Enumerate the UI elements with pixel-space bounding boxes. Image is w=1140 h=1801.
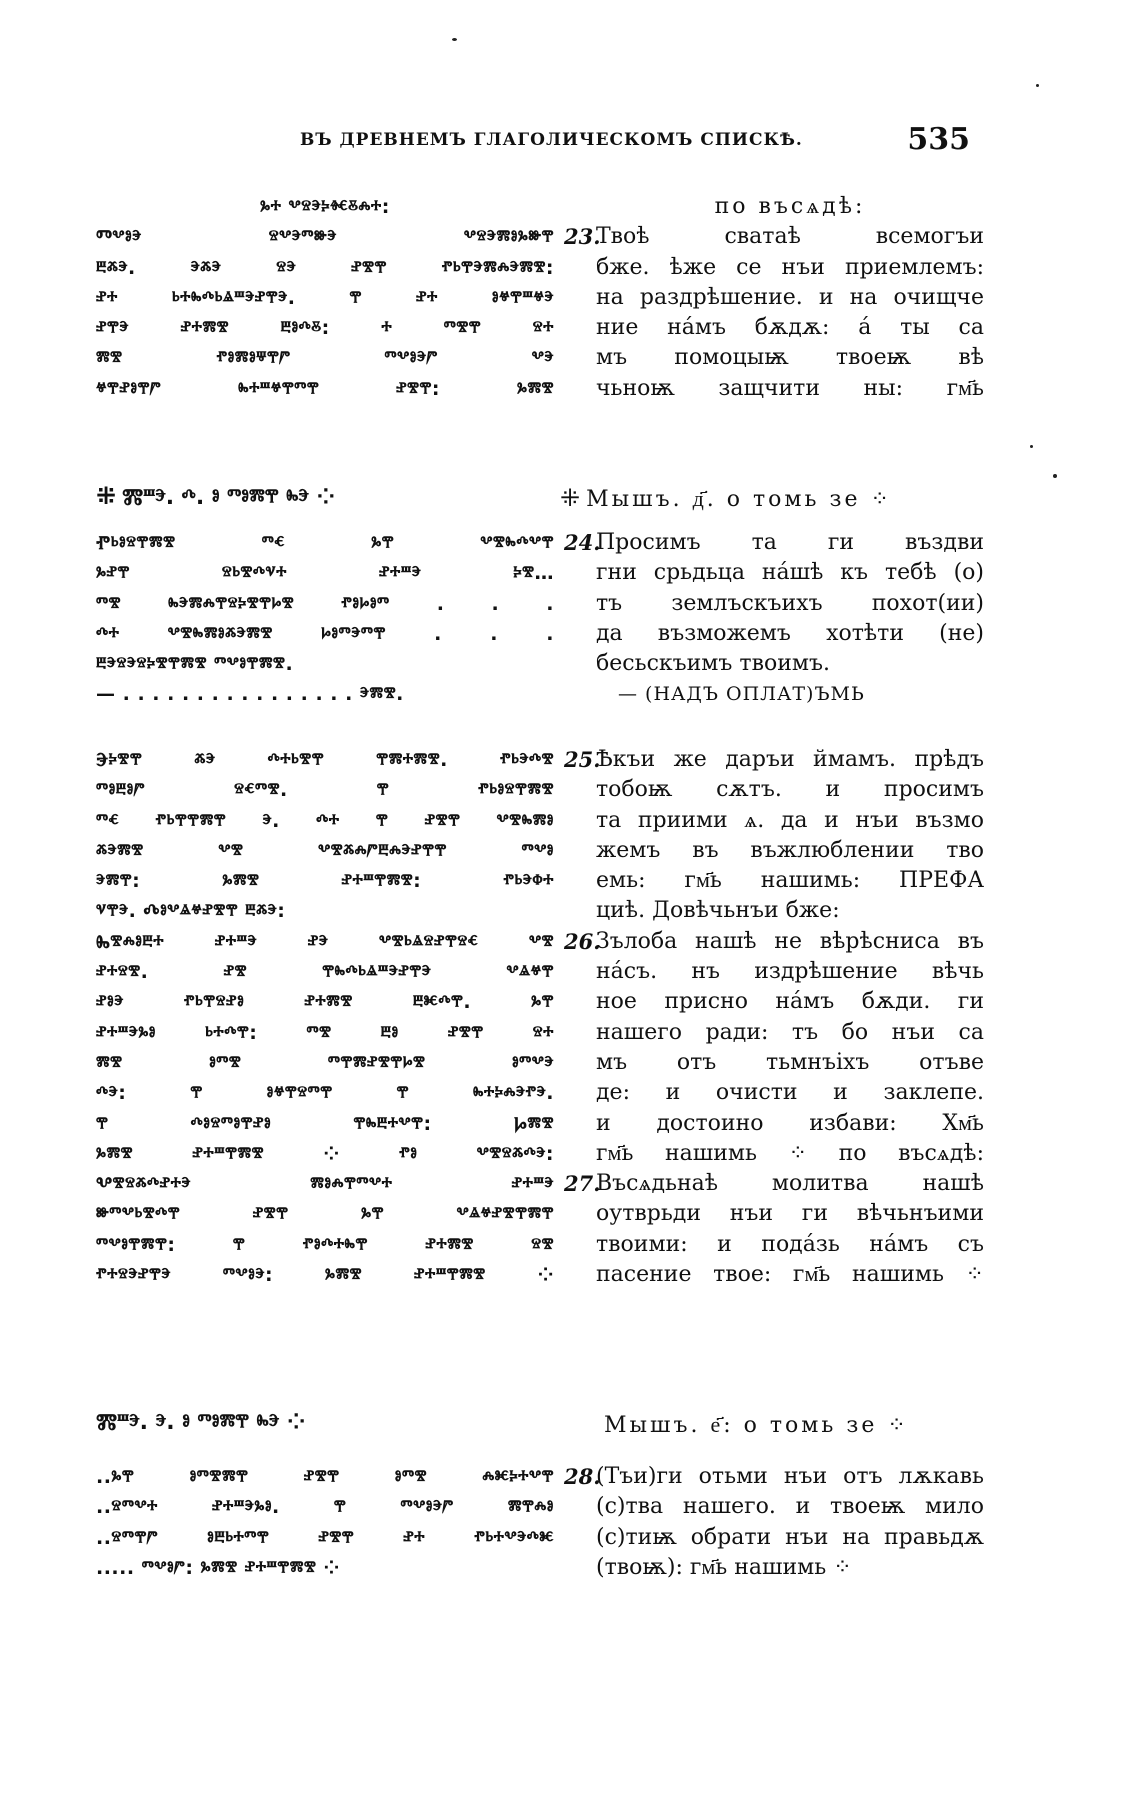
cyr-text: гни срьдьца нáшѣ къ тебѣ (о) <box>596 560 984 586</box>
cyr-text: (Тъи)ги отьми нъи отъ лѫкавь <box>596 1464 984 1489</box>
glag-line: ⰱⰶⰵ. ⰵⰶⰵ ⱄⰵ ⱀⰺⰹ ⱂⱃⰹⰵⰿⰾⰵⰿⰺ: <box>96 256 554 279</box>
cyr-line <box>564 679 984 709</box>
glag-line: ..ⱄⱅⰲⰰ ⱀⰰⱎⰵⰳⱁ. ⰹ ⱅⰲⱁⰵⱓ ⰿⰹⰾⱁ <box>96 1496 554 1519</box>
glag-line: ..ⱄⱅⰹⱓ ⱁⰱⱃⰰⱅⰹ ⱀⰺⰹ ⱀⰰ ⱂⱃⰰⰲⰵⰴⱘ <box>96 1526 554 1549</box>
speck-right-1 <box>1036 84 1039 87</box>
glag-line: ⱀⱁⰵ ⱂⱃⰹⱄⱀⱁ ⱀⰰⰿⰺ ⰱⱘⰴⰹ. ⰳⰹ <box>96 991 554 1014</box>
glagolitic-heading-2 <box>96 1410 305 1435</box>
glag-line: ⱅⰺ ⰸⰵⰿⰾⰹⱄⰽⰺⰹⱈⰺ ⱂⱁⱈⱁⱅ . . . <box>96 592 554 615</box>
cyr-text: Въсѧдьнаѣ молитва нашѣ <box>596 1171 984 1197</box>
glag-line: ⰿⰺ ⱁⱅⰺ ⱅⰹⰿⱀⰺⰹⱈⰺ ⱁⱅⰲⰵ <box>96 1051 554 1074</box>
glag-line: ⰳⱀⰹ ⱄⱃⰺⰴⱌⰰ ⱀⰰⱎⰵ ⰽⰺ… <box>96 562 554 585</box>
glag-line: ⰶⰵⰿⰺ ⰲⰺ ⰲⰺⰶⰾⱓⰱⰾⰵⱀⰹⰹ ⱅⰲⱁ <box>96 839 554 862</box>
cyr-line <box>564 1523 984 1553</box>
glag-line: — . . . . . . . . . . . . . . . . ⰵⰿⰺ. <box>96 683 404 706</box>
glag-line: ..ⰳⰹ ⱁⱅⰺⰿⰹ ⱀⰺⰹ ⱁⱅⰺ ⰾⱘⰽⰰⰲⰹ <box>96 1466 554 1488</box>
cyr-text: твоими: и подáзь нáмъ съ <box>596 1231 984 1257</box>
cyr-text: тъ землъскъихъ похот(ии) <box>596 590 984 616</box>
cyr-line <box>564 253 984 283</box>
asterism-icon: ⁜ <box>560 484 581 512</box>
cyr-line <box>564 222 984 252</box>
cyrillic-block-4 <box>564 1462 984 1583</box>
cyr-text: Твоѣ сватаѣ всемогъи <box>596 224 984 250</box>
cyr-text: да възможемъ хотѣти (не) <box>596 620 984 646</box>
glag-heading-text: Ⰿⱎⰵ. ⰵ. ⱁ ⱅⱁⰿⰹ ⰸⰵ ⁘ <box>96 1410 306 1435</box>
glag-line: ⰱⰵⱄⰵⱄⰽⰺⰹⰿⰺ ⱅⰲⱁⰹⰿⰺ. <box>96 653 294 676</box>
cyr-line <box>564 927 984 957</box>
glagolitic-block-2 <box>96 528 554 710</box>
cyr-heading-text: Мышъ. е҃: о томь зе ⁘ <box>604 1413 909 1438</box>
cyr-text: и достоино избави: Хм҃ь <box>596 1110 984 1136</box>
cyrillic-heading-2 <box>604 1412 909 1438</box>
glag-line: ⰵⰿⰹ: ⰳⰿⰺ ⱀⰰⱎⰹⰿⰺ: ⱂⱃⰵⱇⰰ <box>96 870 554 893</box>
cyr-text: та приими ѧ. да и нъи възмо <box>596 807 984 833</box>
cyr-line <box>564 896 984 926</box>
cyr-text: гм҃ь нашимь ⁘ по въсѧдѣ: <box>596 1140 984 1166</box>
cyr-text: нашего ради: тъ бо нъи са <box>596 1019 984 1045</box>
glag-line: ⱌⰹⰵ. Ⰴⱁⰲⱑⱍⱀⰺⰹ ⰱⰶⰵ: <box>96 900 286 923</box>
cyr-text: нáсъ. нъ издрѣшение вѣчь <box>596 959 984 985</box>
cyr-line <box>564 589 984 619</box>
cyr-line <box>564 1139 984 1169</box>
cyr-line <box>564 649 984 679</box>
cyr-line <box>564 1048 984 1078</box>
cyr-text: по въсѧдѣ: <box>714 194 866 219</box>
glag-line: Ⰸⰺⰾⱁⰱⰰ ⱀⰰⱎⰵ ⱀⰵ ⰲⰺⱃⱑⱄⱀⰹⱄⱔ ⰲⰺ <box>96 930 554 953</box>
cyr-line <box>564 1260 984 1290</box>
glag-line: ⱍⰹⱀⱁⰹⱓ ⰸⰰⱎⱍⰹⱅⰹ ⱀⰺⰹ: ⰳⰿⰺ <box>96 377 554 400</box>
cyr-line <box>564 1018 984 1048</box>
cyr-line <box>564 1492 984 1522</box>
cyr-line <box>564 283 984 313</box>
cyr-line <box>564 528 984 558</box>
cyrillic-block-2 <box>564 528 984 710</box>
cyr-text: — (НАДЪ ОПЛАТ)ЪМЬ <box>618 683 865 706</box>
glagolitic-heading-1 <box>96 482 335 510</box>
cyr-text: ние нáмъ бѫдѫ: á ты са <box>596 315 984 341</box>
asterism-icon: ⁜ <box>96 482 117 510</box>
cyr-line <box>564 343 984 373</box>
glag-line: ⱂⰰⱄⰵⱀⰹⰵ ⱅⰲⱁⰵ: ⰳⰿⰺ ⱀⰰⱎⰹⰿⰺ ⁘ <box>96 1264 554 1287</box>
cyr-text: пасение твое: гм҃ь нашимь ⁘ <box>596 1262 984 1288</box>
cyr-text: емь: гм҃ь нашимь: ПРЕФА <box>596 868 984 894</box>
cyrillic-block-1 <box>564 192 984 404</box>
glag-line: ⱀⰰⱄⰺ. ⱀⰺ ⰹⰸⰴⱃⱑⱎⰵⱀⰹⰵ ⰲⱑⱍⰹ <box>96 961 554 984</box>
cyr-text: Просимъ та ги въздви <box>596 530 984 555</box>
cyr-line <box>564 1109 984 1139</box>
glag-line: Ⰲⰺⱄⰶⰴⱀⰰⰵ ⰿⱁⰾⰹⱅⰲⰰ ⱀⰰⱎⰵ <box>96 1173 554 1196</box>
running-title: ВЪ ДРЕВНЕМЪ ГЛАГОЛИЧЕСКОМЪ СПИСКѢ. <box>300 130 803 150</box>
speck-right-2 <box>1030 445 1033 448</box>
cyr-line <box>564 1462 984 1492</box>
cyr-line <box>564 1553 984 1583</box>
glag-line: ⰴⰵ: ⰹ ⱁⱍⰹⱄⱅⰹ ⰹ ⰸⰰⰽⰾⰵⱂⰵ. <box>96 1082 554 1105</box>
verse-number: 26. <box>564 928 601 954</box>
cyr-text: Ѣкъи же даръи ймамъ. прѣдъ <box>596 747 984 772</box>
glag-line: ⱅⱁⰱⱁⱓ ⱄⱔⱅⰺ. ⰹ ⱂⱃⱁⱄⰹⰿⰺ <box>96 779 554 802</box>
cyr-line <box>564 558 984 588</box>
cyr-text: оутврьди нъи ги вѣчьнъими <box>596 1201 984 1227</box>
cyr-line <box>564 775 984 805</box>
cyr-text: чьноѭ защчити ны: гм҃ь <box>596 375 984 401</box>
glag-line: Ⰵⰽⰺⰹ ⰶⰵ ⰴⰰⱃⰺⰹ ⰹⰿⰰⰿⰺ. ⱂⱃⰵⰴⰺ <box>96 749 554 771</box>
cyr-line <box>564 866 984 896</box>
cyr-line <box>564 1199 984 1229</box>
cyr-line <box>564 1078 984 1108</box>
cyr-text: на раздрѣшение. и на очищче <box>596 284 984 310</box>
glag-line: Ⱂⱃⱁⱄⰹⰿⰺ ⱅⱔ ⰳⰹ ⰲⰺⰸⰴⰲⰹ <box>96 532 554 554</box>
cyr-text: (с)тиѭ обрати нъи на правьдѫ <box>596 1524 984 1550</box>
cyr-line <box>564 987 984 1017</box>
glag-line: ⱀⰹⰵ ⱀⰰⰿⰺ ⰱⱁⰴⰻ: ⰰ ⱅⰺⰹ ⱄⰰ <box>96 317 554 340</box>
glag-line: Ⱅⰲⱁⰵ ⱄⰲⰵⱅⱆⰵ ⰲⱄⰵⰿⱁⰳⱆⰹ <box>96 226 554 249</box>
cyr-line <box>564 374 984 404</box>
glag-line: ⱀⰰ ⱃⰰⰸⰴⱃⱑⱎⰵⱀⰹⰵ. ⰹ ⱀⰰ ⱁⱍⰹⱎⱍⰵ <box>96 286 554 309</box>
glag-line: ⱅⱔ ⱂⱃⰹⰹⰿⰹ ⰵ. ⰴⰰ ⰹ ⱀⰺⰹ ⰲⰺⰸⰿⱁ <box>96 809 554 832</box>
cyr-text: ное присно нáмъ бѫди. ги <box>596 989 984 1015</box>
verse-number: 28. <box>564 1464 601 1489</box>
glag-line: ⱅⰲⱁⰹⰿⰹ: ⰹ ⱂⱁⰴⰰⰸⰹ ⱀⰰⰿⰺ ⱄⰺ <box>96 1233 554 1256</box>
verse-number: 24. <box>564 530 601 555</box>
cyr-text: (с)тва нашего. и твоеѭ мило <box>596 1494 984 1520</box>
cyr-line <box>564 619 984 649</box>
cyr-line <box>564 957 984 987</box>
verse-number: 25. <box>564 747 601 772</box>
cyr-line <box>564 836 984 866</box>
cyr-text: Зълоба нашѣ не вѣрѣсниса въ <box>596 928 984 954</box>
glag-line: ⰳⰿⰺ ⱀⰰⱎⰹⰿⰺ ⁘ ⱂⱁ ⰲⰺⱄⰶⰴⰵ: <box>96 1142 554 1165</box>
cyr-text: бесьскъимъ твоимъ. <box>596 651 830 677</box>
glag-line: ⰹ ⰴⱁⱄⱅⱁⰹⱀⱁ ⰹⰸⰱⰰⰲⰹ: Ⱈⰿⰺ <box>96 1112 554 1135</box>
cyrillic-block-3 <box>564 745 984 1290</box>
cyr-line <box>564 1230 984 1260</box>
page-number: 535 <box>907 122 970 157</box>
glagolitic-block-3 <box>96 745 554 1290</box>
glagolitic-block-1 <box>96 192 554 404</box>
cyr-text: бже. ѣже се нъи приемлемъ: <box>596 254 984 280</box>
glag-heading-text: Ⰿⱎⰵ. ⰴ. ⱁ ⱅⱁⰿⰹ ⰸⰵ ⁘ <box>122 485 336 510</box>
cyr-heading-text: Мышъ. д҃. о томь зе ⁘ <box>586 487 892 512</box>
cyr-text: мъ отъ тьмнъiхъ отъве <box>596 1049 984 1075</box>
speck-right-3 <box>1053 474 1057 478</box>
cyr-line <box>564 745 984 775</box>
verse-number: 23. <box>564 224 601 250</box>
cyr-text: жемъ въ въжлюблении тво <box>596 837 984 863</box>
glag-line: ⰴⰰ ⰲⰺⰸⰿⱁⰶⰵⰿⰺ ⱈⱁⱅⰵⱅⰹ . . . <box>96 622 554 645</box>
glag-line: ..... ⱅⰲⱁⱓ: ⰳⰿⰺ ⱀⰰⱎⰹⰿⰺ ⁘ <box>96 1556 340 1579</box>
cyrillic-heading-1 <box>560 484 892 512</box>
cyr-line <box>564 806 984 836</box>
cyr-text: (твоѭ): гм҃ь нашимь ⁘ <box>596 1554 852 1580</box>
verse-number: 27. <box>564 1171 601 1197</box>
glag-line: ⱀⰰⱎⰵⰳⱁ ⱃⰰⰴⰹ: ⱅⰺ ⰱⱁ ⱀⰺⰹ ⱄⰰ <box>96 1021 554 1044</box>
cyr-line <box>564 192 984 222</box>
glag-line: ⱆⱅⰲⱃⰺⰴⰹ ⱀⰺⰹ ⰳⰹ ⰲⱑⱍⱀⰺⰹⰿⰹ <box>96 1203 554 1226</box>
glag-line: ⰳⰰ ⰲⱄⰵⰽⱙⰻⰾⰰ: <box>260 196 390 218</box>
cyr-text: тобоѭ сѫтъ. и просимъ <box>596 777 984 803</box>
glag-line: ⰿⰺ ⱂⱁⰿⱁⱋⰹⱓ ⱅⰲⱁⰵⱓ ⰲⰵ <box>96 347 554 370</box>
cyr-line <box>564 313 984 343</box>
glagolitic-block-4 <box>96 1462 554 1583</box>
cyr-text: мъ помоцыѭ твоеѭ вѣ <box>596 345 984 371</box>
cyr-line <box>564 1169 984 1199</box>
cyr-text: циѣ. Довѣчьнъи бже: <box>596 898 840 924</box>
cyr-text: де: и очисти и заклепе. <box>596 1080 984 1106</box>
speck-top <box>452 38 457 41</box>
